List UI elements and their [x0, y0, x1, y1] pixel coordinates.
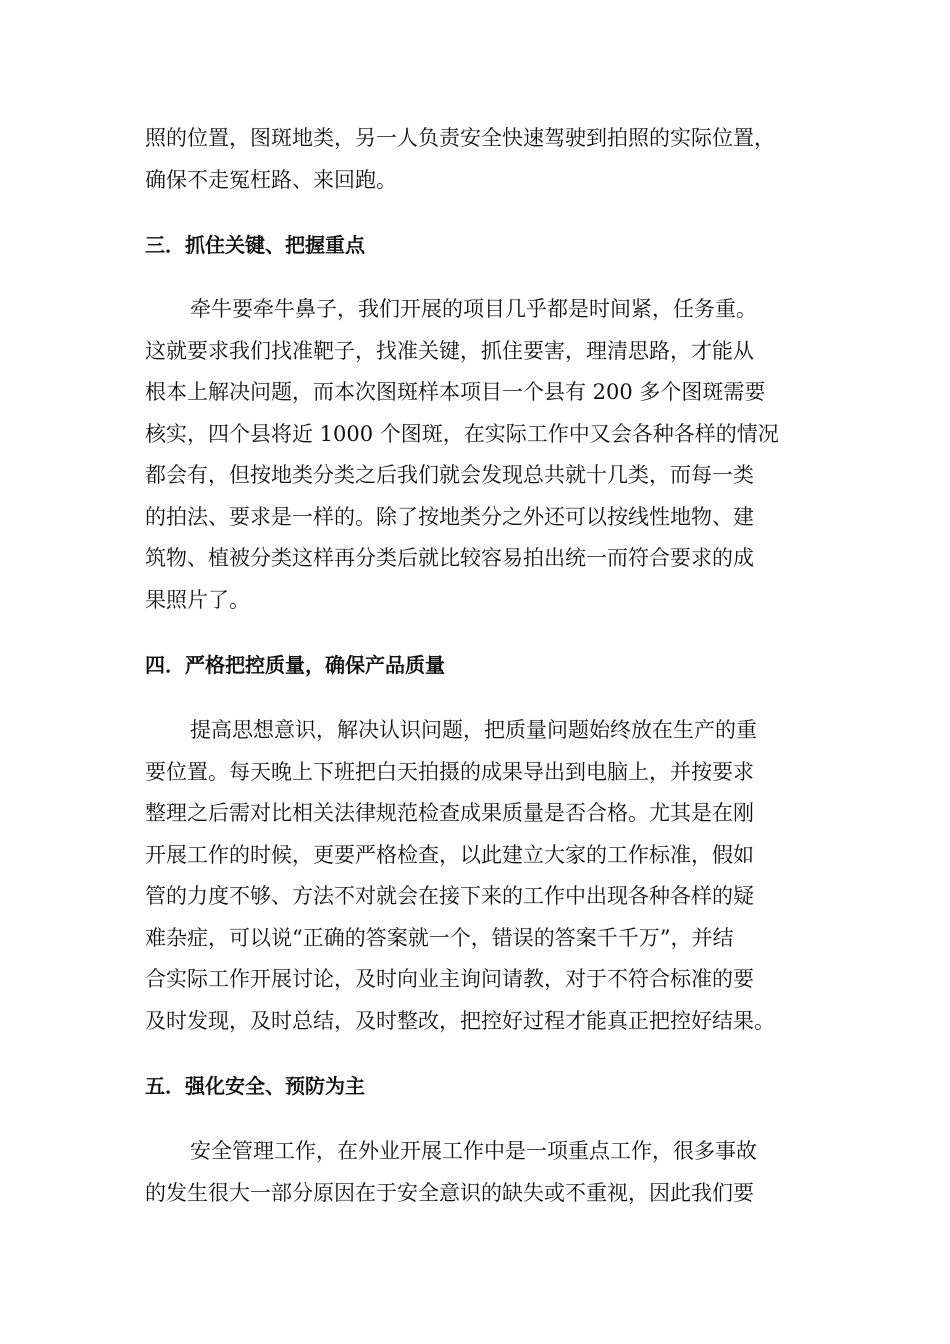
section-5: [145, 1066, 810, 1106]
paragraph-line: 的拍法、要求是一样的。除了按地类分之外还可以按线性地物、建: [145, 504, 754, 529]
section-4-paragraph: [145, 710, 810, 1042]
intro-paragraph: [145, 118, 810, 201]
paragraph-line: 合实际工作开展讨论，及时向业主询问请教，对于不符合标准的要: [145, 967, 754, 991]
section-5-paragraph: [145, 1131, 810, 1214]
paragraph-line: 根本上解决问题，而本次图斑样本项目一个县有 200 多个图斑需要: [145, 380, 766, 404]
section-heading: 四．严格把控质量，确保产品质量: [145, 653, 445, 677]
paragraph-line: 及时发现，及时总结，及时整改，把控好过程才能真正把控好结果。: [145, 1008, 775, 1033]
paragraph-line: 这就要求我们找准靶子，找准关键，抓住要害，理清思路，才能从: [145, 338, 754, 363]
paragraph-line: 要位置。每天晚上下班把白天拍摄的成果导出到电脑上，并按要求: [145, 759, 754, 784]
paragraph-line: 的发生很大一部分原因在于安全意识的缺失或不重视，因此我们要: [145, 1180, 754, 1205]
section-4: [145, 645, 810, 685]
paragraph-line: 核实，四个县将近 1000 个图斑，在实际工作中又会各种各样的情况: [145, 421, 779, 446]
paragraph-line: 开展工作的时候，更要严格检查，以此建立大家的工作标准，假如: [145, 842, 754, 867]
paragraph-line: 整理之后需对比相关法律规范检查成果质量是否合格。尤其是在刚: [145, 801, 754, 825]
paragraph-line: 牵牛要牵牛鼻子，我们开展的项目几乎都是时间紧，任务重。: [190, 297, 757, 321]
paragraph-line: 果照片了。: [145, 587, 250, 612]
section-heading: 三．抓住关键、把握重点: [145, 233, 365, 257]
paragraph-line: 难杂症，可以说“正确的答案就一个，错误的答案千千万”，并结: [145, 925, 734, 950]
paragraph-line: 确保不走冤枉路、来回跑。: [145, 167, 397, 192]
paragraph-line: 管的力度不够、方法不对就会在接下来的工作中出现各种各样的疑: [145, 884, 754, 908]
paragraph-line: 筑物、植被分类这样再分类后就比较容易拍出统一而符合要求的成: [145, 546, 754, 570]
paragraph-line: 照的位置，图斑地类，另一人负责安全快速驾驶到拍照的实际位置，: [145, 126, 775, 150]
paragraph-line: 都会有，但按地类分类之后我们就会发现总共就十几类，而每一类: [145, 463, 754, 487]
paragraph-line: 安全管理工作，在外业开展工作中是一项重点工作，很多事故: [190, 1139, 757, 1163]
section-3-paragraph: [145, 289, 810, 621]
paragraph-line: 提高思想意识，解决认识问题，把质量问题始终放在生产的重: [190, 718, 757, 742]
section-3: [145, 225, 810, 265]
section-heading: 五．强化安全、预防为主: [145, 1074, 365, 1098]
